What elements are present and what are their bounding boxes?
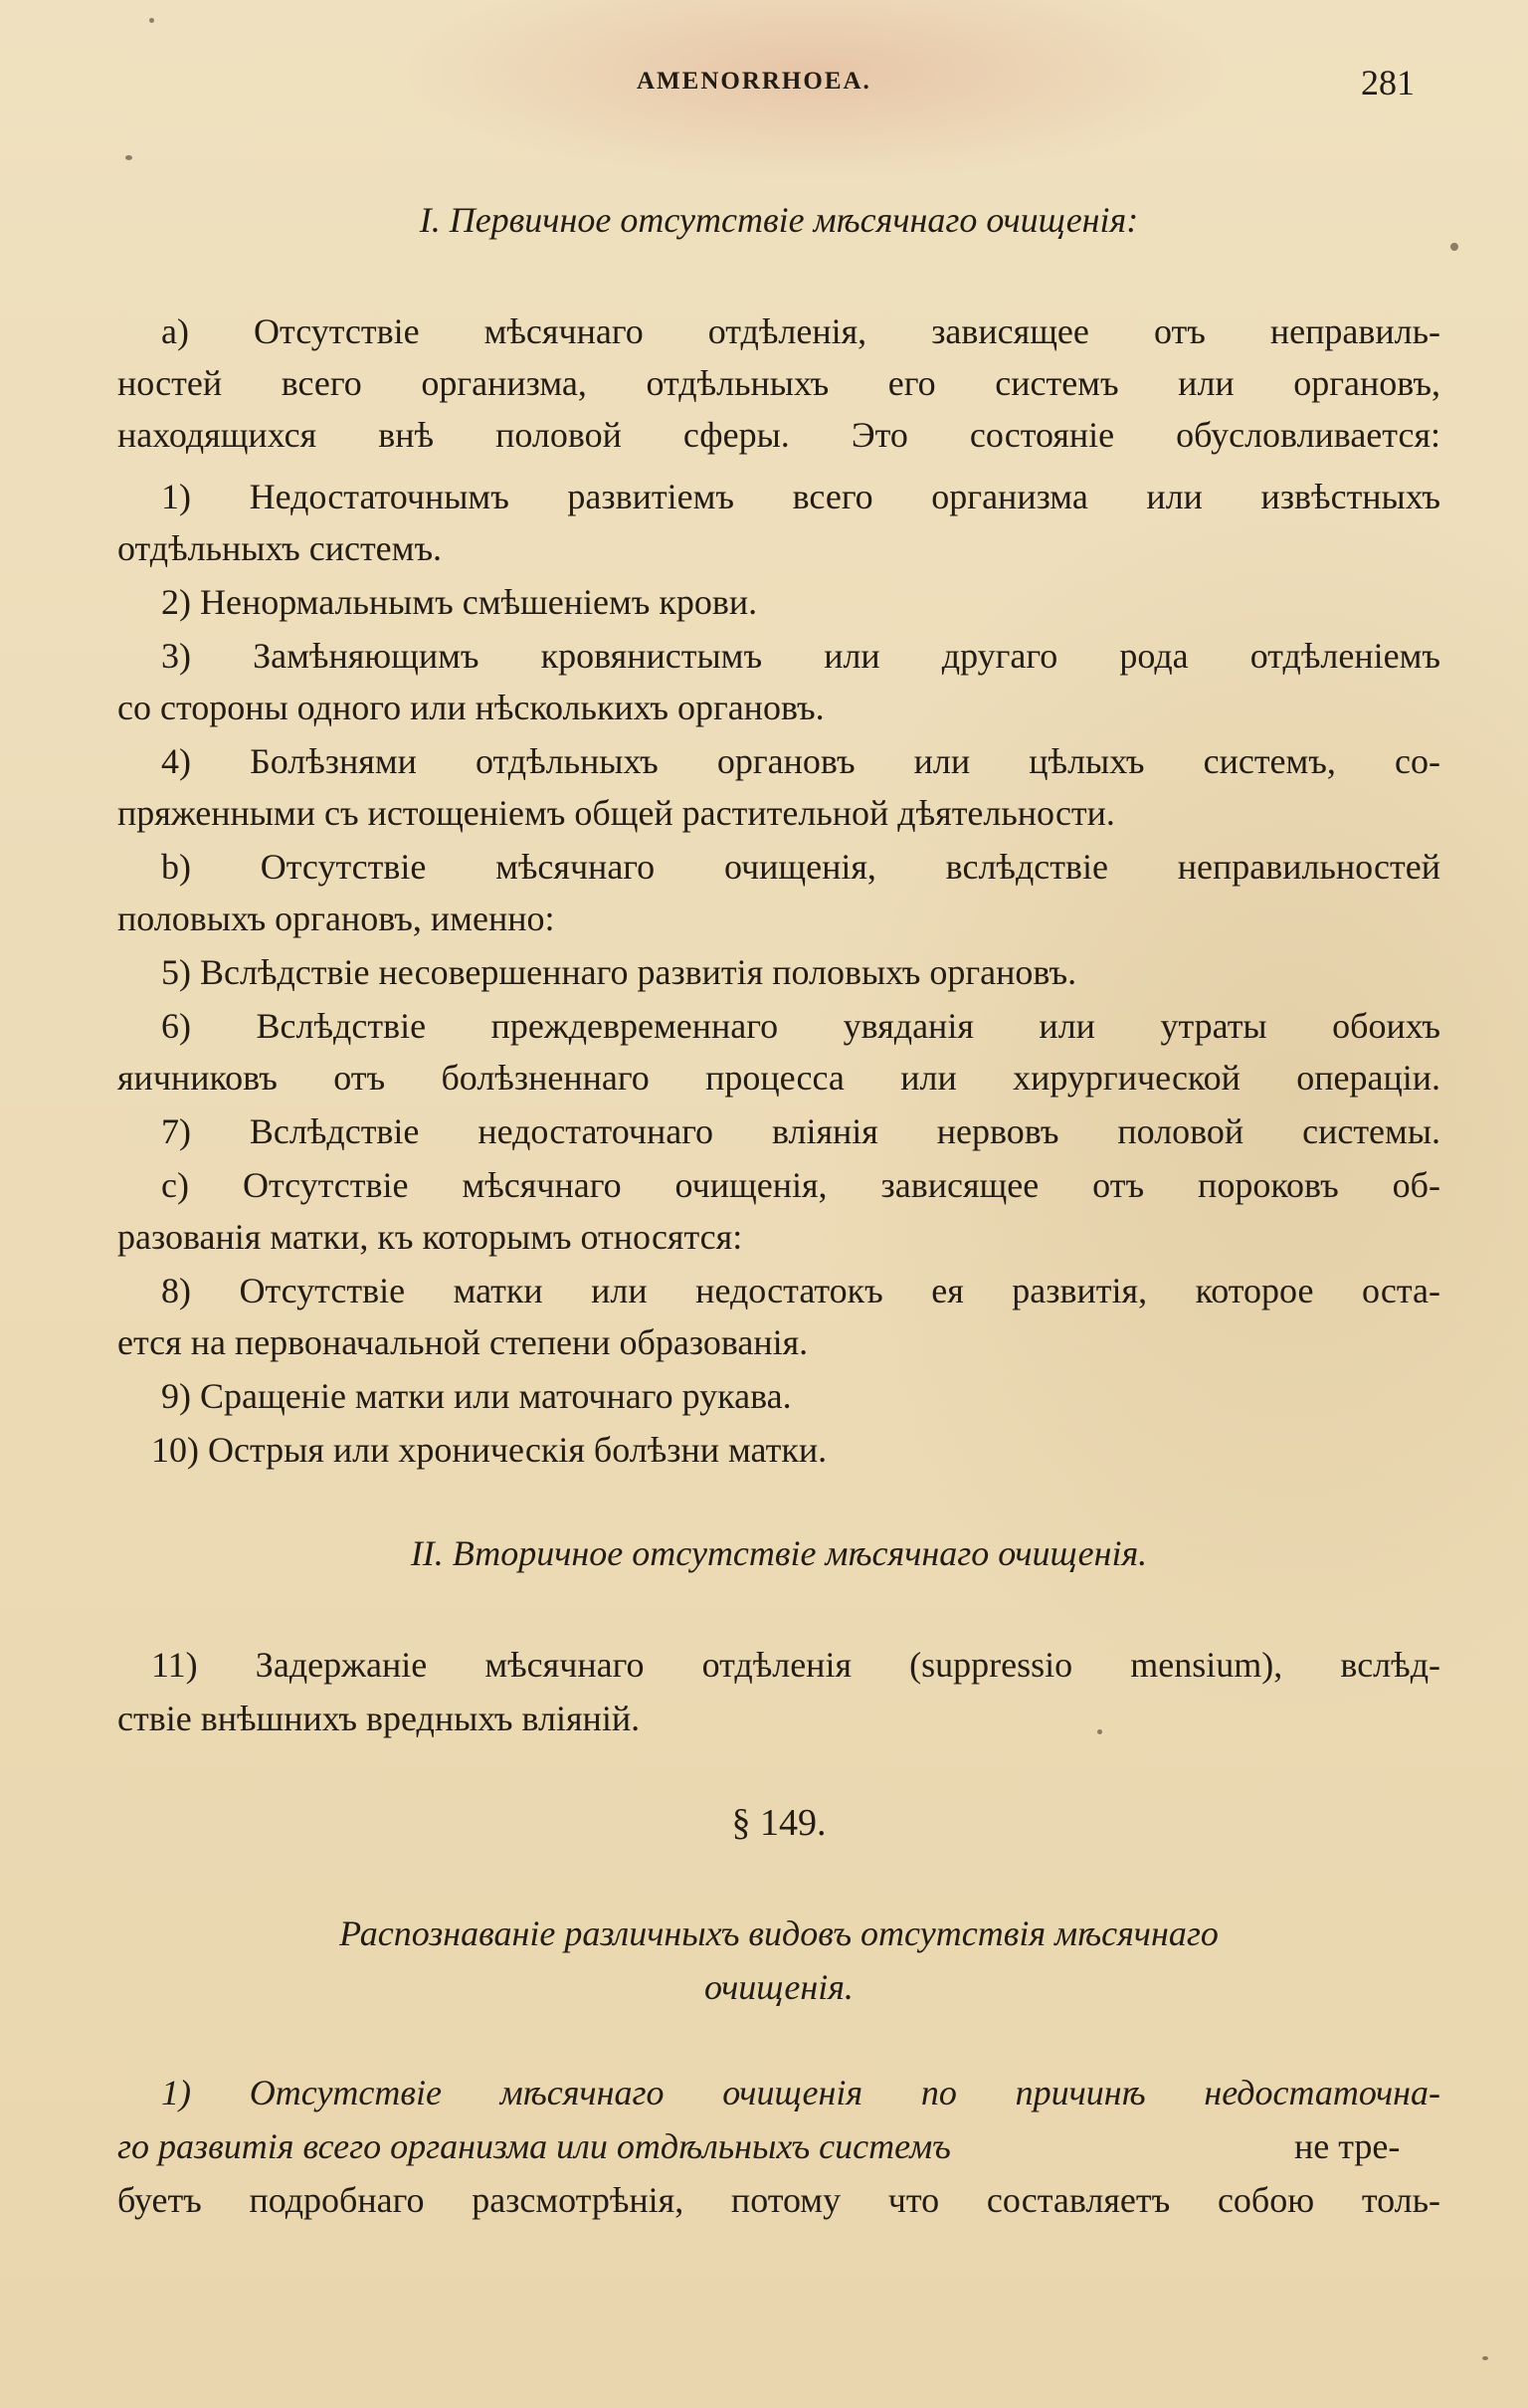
text-line: пряженными съ истощеніемъ общей растительной дѣятельности. [117, 793, 1115, 833]
text-line: c) Отсутствіе мѣсячнаго очищенія, зависящее отъ пороковъ об- [161, 1165, 1440, 1205]
running-head: AMENORRHOEA. [637, 68, 871, 95]
text-line: ствіе внѣшнихъ вредныхъ вліяній. [117, 1699, 641, 1738]
heading-primary-absence: I. Первичное отсутствіе мѣсячнаго очищенія: [419, 200, 1139, 240]
text-line-italic: го развитія всего организма или отдѣльныхъ системъ [117, 2126, 951, 2166]
text-line: ется на первоначальной степени образованія. [117, 1322, 809, 1362]
text-line-continuation: не тре- [1294, 2126, 1401, 2166]
text-line: a) Отсутствіе мѣсячнаго отдѣленія, зависящее отъ неправиль- [161, 311, 1440, 351]
text-line: 7) Вслѣдствіе недостаточнаго вліянія нервовъ половой системы. [161, 1111, 1440, 1151]
paper-speck [125, 155, 132, 160]
text-line: 8) Отсутствіе матки или недостатокъ ея развитія, которое оста- [161, 1271, 1440, 1310]
text-line: 3) Замѣняющимъ кровянистымъ или другаго рода отдѣленіемъ [161, 636, 1440, 676]
section-title-line-1: Распознаваніе различныхъ видовъ отсутствія мѣсячнаго [339, 1913, 1219, 1953]
text-line: 2) Ненормальнымъ смѣшеніемъ крови. [161, 582, 758, 622]
section-number: § 149. [731, 1802, 827, 1844]
paper-speck [1450, 243, 1458, 251]
text-line: половыхъ органовъ, именно: [117, 899, 555, 938]
text-line: b) Отсутствіе мѣсячнаго очищенія, вслѣдствіе неправильностей [161, 847, 1440, 887]
section-title-line-2: очищенія. [704, 1967, 854, 2007]
page-number: 281 [1361, 63, 1415, 102]
paper-speck [1482, 2356, 1488, 2360]
text-line: со стороны одного или нѣсколькихъ органовъ. [117, 688, 825, 727]
heading-secondary-absence: II. Вторичное отсутствіе мѣсячнаго очищенія. [410, 1533, 1148, 1573]
text-line: 11) Задержаніе мѣсячнаго отдѣленія (suppressio mensium), вслѣд- [151, 1645, 1440, 1685]
text-line: 1) Отсутствіе мѣсячнаго очищенія по причинѣ недостаточна- [161, 2073, 1440, 2112]
text-line: 1) Недостаточнымъ развитіемъ всего организма или извѣстныхъ [161, 477, 1440, 516]
text-line: 10) Острыя или хроническія болѣзни матки. [151, 1430, 828, 1470]
page-header [0, 62, 1528, 121]
text-line: 6) Вслѣдствіе преждевременнаго увяданія или утраты обоихъ [161, 1006, 1440, 1046]
text-line: находящихся внѣ половой сферы. Это состояніе обусловливается: [117, 415, 1440, 455]
text-line: яичниковъ отъ болѣзненнаго процесса или хирургической операціи. [117, 1058, 1440, 1098]
text-line: отдѣльныхъ системъ. [117, 528, 443, 568]
text-line: буетъ подробнаго разсмотрѣнія, потому что составляетъ собою толь- [117, 2180, 1440, 2220]
text-line: разованія матки, къ которымъ относятся: [117, 1217, 743, 1257]
text-line: 4) Болѣзнями отдѣльныхъ органовъ или цѣлыхъ системъ, со- [161, 741, 1440, 781]
paper-speck [149, 18, 154, 23]
text-line: ностей всего организма, отдѣльныхъ его системъ или органовъ, [117, 363, 1440, 403]
text-line: 9) Сращеніе матки или маточнаго рукава. [161, 1376, 792, 1416]
paper-speck [1097, 1729, 1102, 1734]
text-line: 5) Вслѣдствіе несовершеннаго развитія половыхъ органовъ. [161, 952, 1077, 992]
